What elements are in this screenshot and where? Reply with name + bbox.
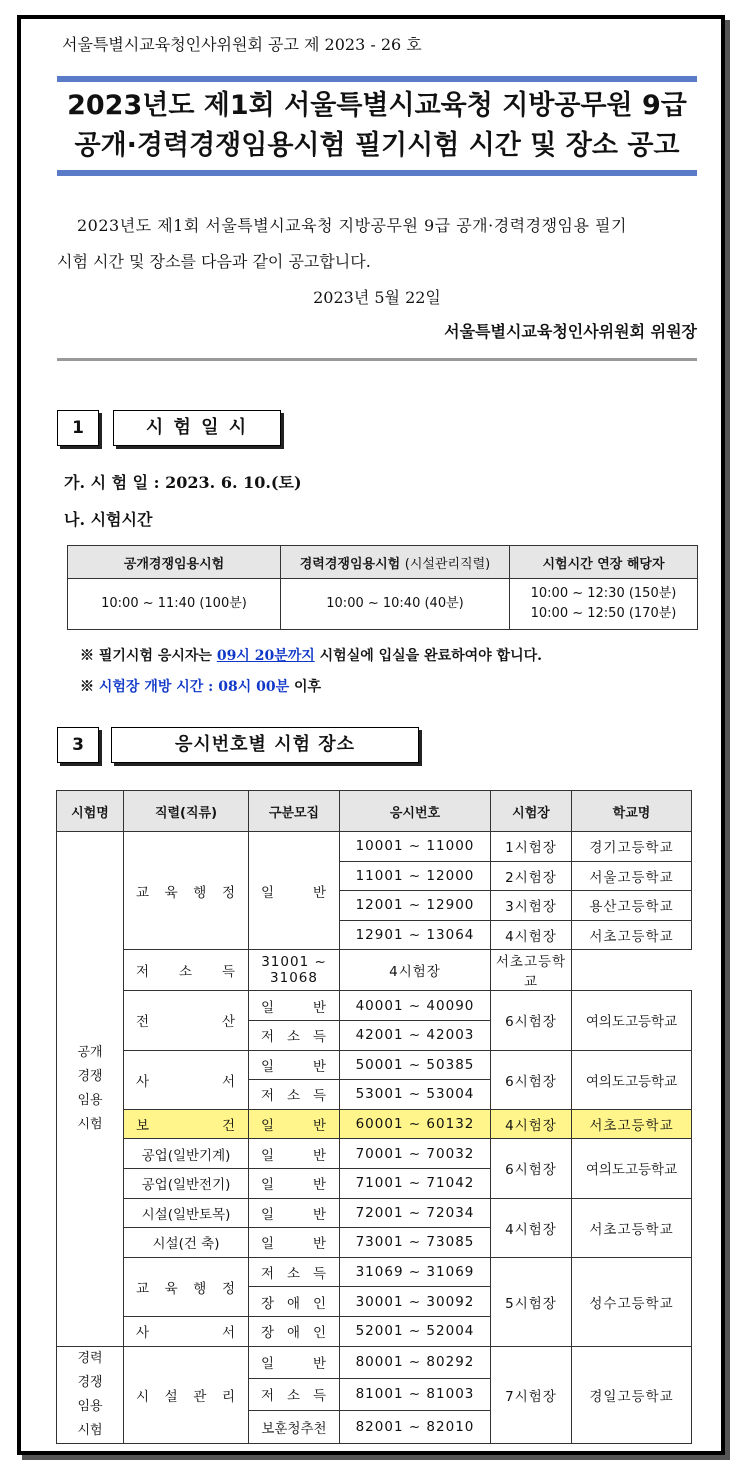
type-cell: 저 소 득 <box>124 950 249 991</box>
intro-line2: 시험 시간 및 장소를 다음과 같이 공고합니다. <box>57 252 371 271</box>
series-cell: 시설(일반토목) <box>124 1198 249 1228</box>
exam-name-career: 경력 경쟁 임용 시험 <box>57 1346 124 1443</box>
range-cell: 12901 ~ 13064 <box>340 920 491 950</box>
school-cell: 여의도고등학교 <box>572 1139 692 1198</box>
type-cell: 저 소 득 <box>249 1080 340 1110</box>
school-cell: 서초고등학교 <box>572 1198 692 1257</box>
series-cell: 전 산 <box>124 991 249 1050</box>
range-cell: 31069 ~ 31069 <box>340 1257 491 1287</box>
type-cell: 일 반 <box>249 1228 340 1258</box>
range-cell: 40001 ~ 40090 <box>340 991 491 1021</box>
type-cell: 일 반 <box>249 1139 340 1169</box>
school-cell: 경기고등학교 <box>572 832 692 862</box>
type-cell: 보훈청추천 <box>249 1411 340 1443</box>
title-bottom-rule <box>57 170 697 176</box>
type-cell: 장 애 인 <box>249 1316 340 1346</box>
section1-number: 1 <box>57 410 99 446</box>
title-top-rule <box>57 76 697 82</box>
range-cell: 12001 ~ 12900 <box>340 891 491 921</box>
venue-header: 시험장 <box>491 791 572 832</box>
series-cell: 시 설 관 리 <box>124 1346 249 1443</box>
series-cell: 공업(일반기계) <box>124 1139 249 1169</box>
venue-header: 응시번호 <box>340 791 491 832</box>
room-cell: 5시험장 <box>491 1257 572 1346</box>
type-cell: 저 소 득 <box>249 1257 340 1287</box>
range-cell: 71001 ~ 71042 <box>340 1168 491 1198</box>
range-cell: 53001 ~ 53004 <box>340 1080 491 1110</box>
type-cell: 장 애 인 <box>249 1287 340 1317</box>
school-cell: 성수고등학교 <box>572 1257 692 1346</box>
venue-header: 직렬(직류) <box>124 791 249 832</box>
range-cell: 52001 ~ 52004 <box>340 1316 491 1346</box>
notice-date: 2023년 5월 22일 <box>313 288 441 307</box>
series-cell: 사 서 <box>124 1316 249 1346</box>
exam-time-table <box>67 545 698 630</box>
type-cell: 일 반 <box>249 1198 340 1228</box>
range-cell: 50001 ~ 50385 <box>340 1050 491 1080</box>
page-title-line1: 2023년도 제1회 서울특별시교육청 지방공무원 9급 <box>67 90 687 121</box>
highlighted-row <box>57 1109 692 1139</box>
room-cell: 4시험장 <box>491 1198 572 1257</box>
series-cell: 사 서 <box>124 1050 249 1109</box>
room-cell: 1시험장 <box>491 832 572 862</box>
type-cell: 일 반 <box>249 1050 340 1080</box>
school-cell: 용산고등학교 <box>572 891 692 921</box>
range-cell: 82001 ~ 82010 <box>340 1411 491 1443</box>
header-extended-time: 시험시간 연장 해당자 <box>510 546 698 579</box>
school-cell: 서초고등학교 <box>572 920 692 950</box>
school-cell: 서초고등학교 <box>572 1109 692 1139</box>
range-cell: 42001 ~ 42003 <box>340 1020 491 1050</box>
range-cell: 80001 ~ 80292 <box>340 1346 491 1378</box>
notice-number: 서울특별시교육청인사위원회 공고 제 2023 - 26 호 <box>62 35 422 54</box>
school-cell: 여의도고등학교 <box>572 1050 692 1109</box>
room-cell: 7시험장 <box>491 1346 572 1443</box>
range-cell: 72001 ~ 72034 <box>340 1198 491 1228</box>
note-open-time: ※ 시험장 개방 시간 : 08시 00분 이후 <box>80 679 322 695</box>
range-cell: 31001 ~ 31068 <box>249 950 340 991</box>
venue-header: 구분모집 <box>249 791 340 832</box>
school-cell: 서울고등학교 <box>572 861 692 891</box>
section1-title: 시 험 일 시 <box>113 410 281 446</box>
range-cell: 70001 ~ 70032 <box>340 1139 491 1169</box>
type-cell: 일 반 <box>249 991 340 1021</box>
range-cell: 60001 ~ 60132 <box>340 1109 491 1139</box>
type-cell: 저 소 득 <box>249 1378 340 1410</box>
school-cell: 여의도고등학교 <box>572 991 692 1050</box>
school-cell: 경일고등학교 <box>572 1346 692 1443</box>
venue-header: 시험명 <box>57 791 124 832</box>
type-cell: 일 반 <box>249 1346 340 1378</box>
series-cell: 교 육 행 정 <box>124 832 249 950</box>
room-cell: 6시험장 <box>491 1050 572 1109</box>
type-cell: 일 반 <box>249 832 340 950</box>
page-title-line2: 공개·경력경쟁임용시험 필기시험 시간 및 장소 공고 <box>74 130 680 161</box>
room-cell: 4시험장 <box>491 920 572 950</box>
range-cell: 11001 ~ 12000 <box>340 861 491 891</box>
section3-number: 3 <box>57 727 99 763</box>
exam-date: 가. 시 험 일 : 2023. 6. 10.(토) <box>64 473 302 492</box>
header-career-exam: 경력경쟁임용시험 (시설관리직렬) <box>281 546 510 579</box>
venue-table <box>56 790 692 1444</box>
range-cell: 10001 ~ 11000 <box>340 832 491 862</box>
open-exam-time: 10:00 ~ 11:40 (100분) <box>68 579 281 630</box>
series-cell: 시설(건 축) <box>124 1228 249 1258</box>
range-cell: 81001 ~ 81003 <box>340 1378 491 1410</box>
section3-title: 응시번호별 시험 장소 <box>111 727 419 763</box>
school-cell: 서초고등학교 <box>491 950 572 991</box>
series-cell: 공업(일반전기) <box>124 1168 249 1198</box>
room-cell: 2시험장 <box>491 861 572 891</box>
series-cell: 교 육 행 정 <box>124 1257 249 1316</box>
extended-time: 10:00 ~ 12:30 (150분) 10:00 ~ 12:50 (170분) <box>510 579 698 630</box>
header-open-exam: 공개경쟁임용시험 <box>68 546 281 579</box>
exam-time-label: 나. 시험시간 <box>64 510 153 529</box>
room-cell: 6시험장 <box>491 1139 572 1198</box>
note-entry-time: ※ 필기시험 응시자는 09시 20분까지 시험실에 입실을 완료하여야 합니다. <box>80 648 542 664</box>
type-cell: 저 소 득 <box>249 1020 340 1050</box>
room-cell: 3시험장 <box>491 891 572 921</box>
range-cell: 73001 ~ 73085 <box>340 1228 491 1258</box>
exam-name-open: 공개 경쟁 임용 시험 <box>57 832 124 1347</box>
venue-header: 학교명 <box>572 791 692 832</box>
type-cell: 일 반 <box>249 1168 340 1198</box>
type-cell: 일 반 <box>249 1109 340 1139</box>
intro-line1: 2023년도 제1회 서울특별시교육청 지방공무원 9급 공개·경력경쟁임용 필기 <box>77 216 627 235</box>
series-cell: 보 건 <box>124 1109 249 1139</box>
divider <box>57 358 697 361</box>
career-exam-time: 10:00 ~ 10:40 (40분) <box>281 579 510 630</box>
range-cell: 30001 ~ 30092 <box>340 1287 491 1317</box>
room-cell: 4시험장 <box>340 950 491 991</box>
issuer: 서울특별시교육청인사위원회 위원장 <box>444 322 697 341</box>
room-cell: 6시험장 <box>491 991 572 1050</box>
room-cell: 4시험장 <box>491 1109 572 1139</box>
